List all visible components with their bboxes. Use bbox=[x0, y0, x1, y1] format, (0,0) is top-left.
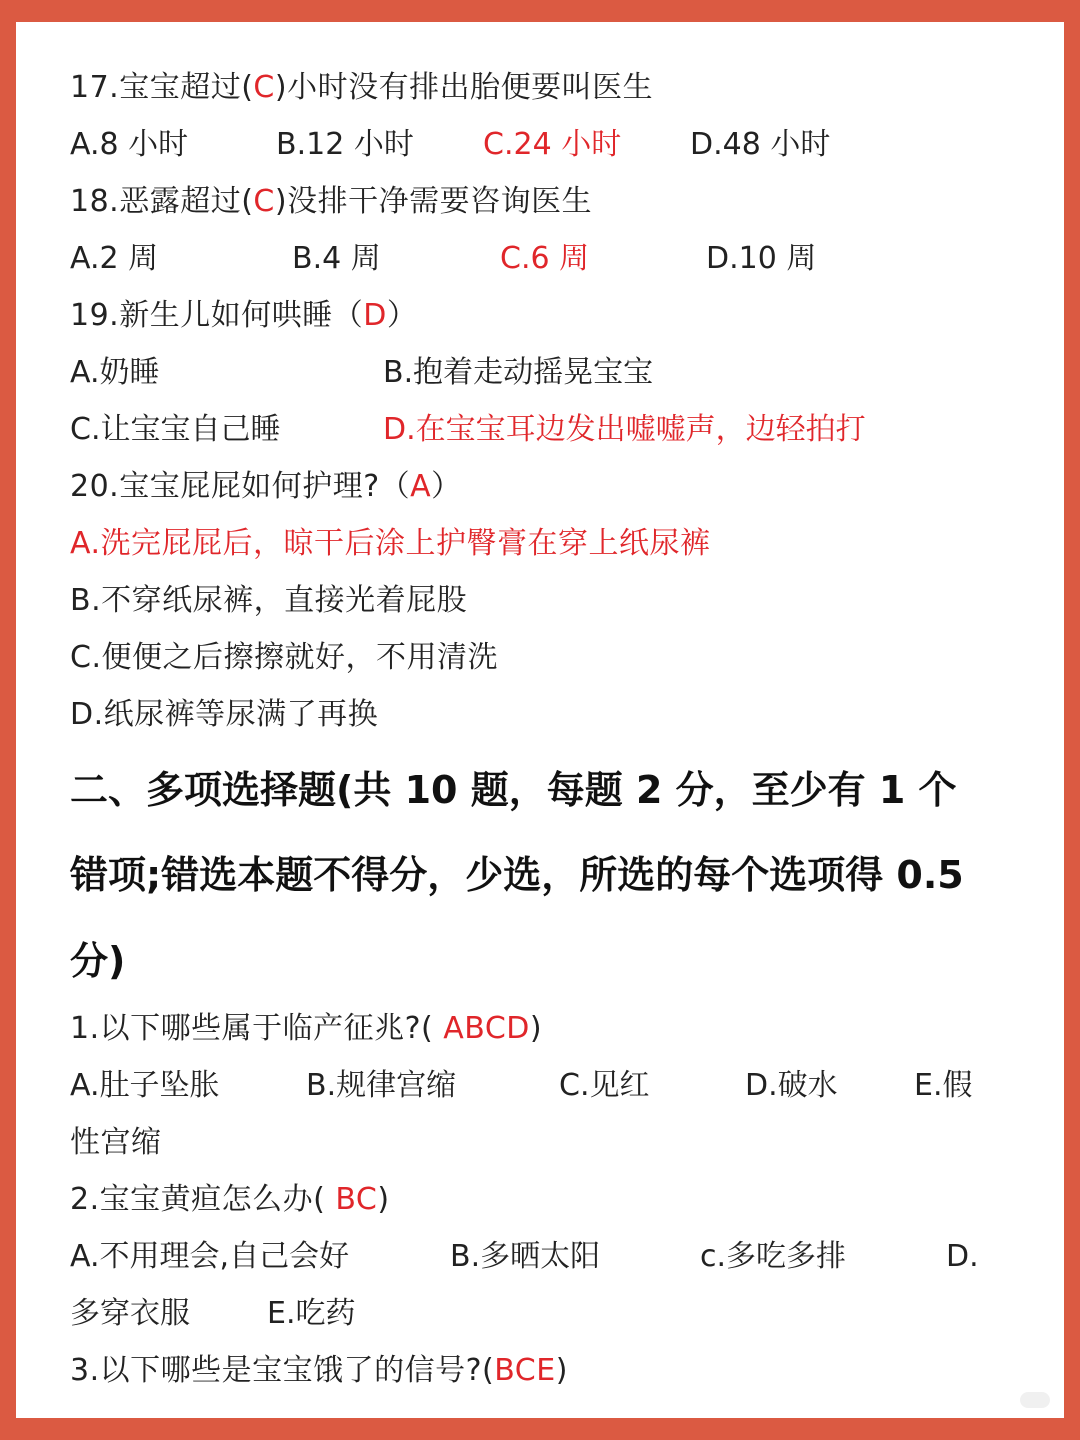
q20-stem bbox=[70, 467, 462, 507]
m2-options-row2 bbox=[70, 1294, 1000, 1334]
m2-option-e: E.吃药 bbox=[267, 1296, 356, 1331]
q20-option-b: B.不穿纸尿裤，直接光着屁股 bbox=[70, 583, 468, 618]
q20-stem-suffix: ） bbox=[431, 469, 462, 504]
m2-option-b: B.多晒太阳 bbox=[450, 1239, 601, 1274]
m3-stem bbox=[70, 1351, 568, 1391]
m2-option-d-wrap: 多穿衣服 bbox=[70, 1296, 190, 1331]
q17-stem-prefix: 17.宝宝超过( bbox=[70, 70, 254, 105]
q19-options-row1 bbox=[70, 353, 1000, 393]
q19-stem bbox=[70, 296, 417, 336]
q18-stem-prefix: 18.恶露超过( bbox=[70, 184, 254, 219]
q20-stem-prefix: 20.宝宝屁屁如何护理?（ bbox=[70, 469, 411, 504]
m3-stem-prefix: 3.以下哪些是宝宝饿了的信号?( bbox=[70, 1353, 495, 1388]
q19-stem-prefix: 19.新生儿如何哄睡（ bbox=[70, 298, 364, 333]
q18-answer: C bbox=[253, 184, 275, 219]
section2-heading-line3: 分) bbox=[70, 939, 126, 983]
m1-option-c: C.见红 bbox=[559, 1068, 650, 1103]
m2-options-row1 bbox=[70, 1237, 1000, 1277]
q17-answer: C bbox=[253, 70, 275, 105]
m1-stem-suffix: ) bbox=[529, 1011, 543, 1046]
m1-option-e: E.假 bbox=[914, 1068, 973, 1103]
m1-option-a: A.肚子坠胀 bbox=[70, 1068, 220, 1103]
m3-stem-suffix: ) bbox=[555, 1353, 568, 1388]
m2-option-a: A.不用理会,自己会好 bbox=[70, 1239, 350, 1274]
m1-stem-prefix: 1.以下哪些属于临产征兆?( bbox=[70, 1011, 434, 1046]
q17-stem-suffix: )小时没有排出胎便要叫医生 bbox=[274, 70, 654, 105]
watermark bbox=[1020, 1392, 1050, 1408]
section2-heading-line1: 二、多项选择题(共 10 题，每题 2 分，至少有 1 个 bbox=[70, 768, 957, 812]
m1-option-d: D.破水 bbox=[745, 1068, 838, 1103]
q19-options-row2 bbox=[70, 410, 1000, 450]
m2-option-c: c.多吃多排 bbox=[700, 1239, 847, 1274]
m2-answer: BC bbox=[325, 1182, 378, 1217]
q19-option-b: B.抱着走动摇晃宝宝 bbox=[383, 355, 654, 390]
q19-stem-suffix: ） bbox=[386, 298, 418, 333]
m1-option-e-wrap: 性宫缩 bbox=[70, 1125, 162, 1160]
q18-option-d: D.10 周 bbox=[706, 241, 817, 276]
q18-stem-suffix: )没排干净需要咨询医生 bbox=[274, 184, 593, 219]
q18-stem bbox=[70, 182, 592, 222]
q19-option-d: D.在宝宝耳边发出嘘嘘声，边轻拍打 bbox=[383, 412, 866, 447]
q19-option-c: C.让宝宝自己睡 bbox=[70, 412, 281, 447]
m1-options bbox=[70, 1066, 1000, 1106]
m2-stem-suffix: ) bbox=[377, 1182, 390, 1217]
m2-stem-prefix: 2.宝宝黄疸怎么办( bbox=[70, 1182, 326, 1217]
q17-stem bbox=[70, 68, 653, 108]
m1-option-b: B.规律宫缩 bbox=[306, 1068, 457, 1103]
q20-option-c: C.便便之后擦擦就好，不用清洗 bbox=[70, 640, 498, 675]
q19-answer: D bbox=[363, 298, 387, 333]
m1-answer: ABCD bbox=[433, 1011, 530, 1046]
q17-options bbox=[70, 125, 1000, 165]
q20-option-a: A.洗完屁屁后，晾干后涂上护臀膏在穿上纸尿裤 bbox=[70, 526, 711, 561]
q20-answer: A bbox=[410, 469, 432, 504]
m2-stem bbox=[70, 1180, 390, 1220]
q17-option-a: A.8 小时 bbox=[70, 127, 189, 162]
m3-answer: BCE bbox=[494, 1353, 556, 1388]
exam-page bbox=[16, 22, 1064, 1418]
q17-option-d: D.48 小时 bbox=[690, 127, 831, 162]
q18-options bbox=[70, 239, 1000, 279]
m2-option-d: D. bbox=[946, 1239, 979, 1274]
section2-heading-line2: 错项;错选本题不得分，少选，所选的每个选项得 0.5 bbox=[70, 853, 964, 897]
q18-option-b: B.4 周 bbox=[292, 241, 381, 276]
q17-option-b: B.12 小时 bbox=[276, 127, 414, 162]
q18-option-c: C.6 周 bbox=[500, 241, 590, 276]
q17-option-c: C.24 小时 bbox=[483, 127, 622, 162]
m1-stem bbox=[70, 1009, 542, 1049]
q20-option-d: D.纸尿裤等尿满了再换 bbox=[70, 697, 379, 732]
q19-option-a: A.奶睡 bbox=[70, 355, 160, 390]
q18-option-a: A.2 周 bbox=[70, 241, 159, 276]
